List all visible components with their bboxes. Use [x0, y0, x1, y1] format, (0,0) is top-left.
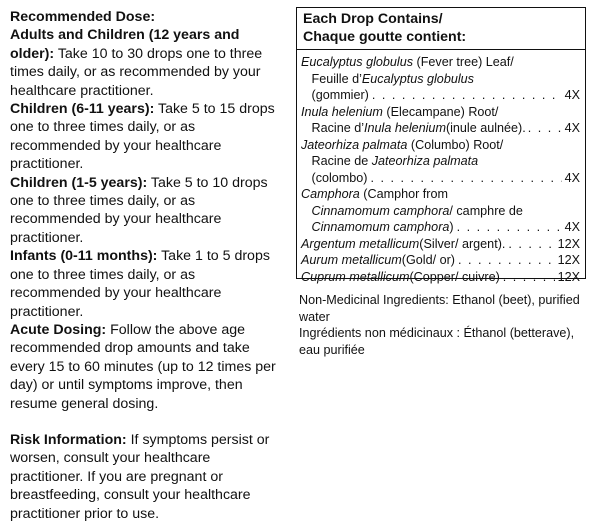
latin-name: Argentum metallicum	[301, 236, 420, 251]
non-medicinal-fr: Ingrédients non médicinaux : Éthanol (betterave), eau purifiée	[299, 326, 575, 357]
ingredients-title-en: Each Drop Contains/	[303, 11, 443, 27]
risk-information	[10, 431, 282, 523]
common-name: (Camphor from	[359, 187, 448, 201]
ingredients-list	[301, 54, 580, 285]
leader-dots	[458, 252, 555, 269]
common-name: (Elecampane) Root/	[382, 104, 499, 119]
dose-children-6-11-label: Children (6-11 years):	[10, 101, 155, 118]
ingredient-jateorhiza	[301, 137, 580, 187]
ingredients-box-title	[303, 10, 466, 46]
closing-paren: )	[449, 220, 454, 234]
leader-dots	[528, 120, 565, 137]
french-name: (gommier)	[311, 88, 369, 102]
leader-dots	[503, 269, 555, 286]
leader-dots	[457, 219, 562, 236]
french-name: (colombo)	[311, 170, 368, 185]
potency: 12X	[557, 236, 580, 251]
potency: 4X	[564, 220, 580, 234]
latin-name: Eucalyptus globulus	[301, 55, 414, 69]
leader-dots	[508, 236, 554, 253]
non-medicinal-ingredients	[299, 292, 589, 358]
potency: 4X	[564, 88, 580, 102]
common-name: (Gold/ or)	[401, 253, 455, 267]
common-name: (Columbo) Root/	[407, 137, 504, 152]
dose-adults-label: Adults and Children (12 years and older):	[10, 27, 240, 62]
dosage-section	[10, 8, 282, 523]
dose-infants-text: Take 1 to 5 drops one to three times daily, or as recommended by your healthcare practitioner.	[10, 248, 270, 320]
ingredient-inula	[301, 104, 580, 137]
ingredient-argentum	[301, 236, 580, 253]
dose-infants	[10, 247, 282, 321]
ingredient-camphora	[301, 186, 580, 236]
potency: 12X	[557, 269, 580, 284]
latin-name: Camphora	[301, 187, 360, 201]
latin-name: Cinnamomum camphora	[311, 220, 450, 234]
dose-adults-text: Take 10 to 30 drops one to three times daily, or as recommended by your healthcare practitioner.	[10, 45, 263, 99]
common-name: (Fever tree) Leaf/	[413, 55, 514, 69]
latin-name: Jateorhiza palmata	[371, 154, 479, 168]
dose-children-1-5	[10, 174, 282, 248]
french-prefix: Racine de	[311, 154, 372, 168]
dose-children-1-5-text: Take 5 to 10 drops one to three times daily, or as recommended by your healthcare practitioner.	[10, 174, 268, 246]
french-name: (inule aulnée).	[445, 121, 526, 135]
dose-acute-text: Follow the above age recommended drop amounts and take every 15 to 60 minutes (up to 12 times per day) or until symptoms improve, then resume general dosing.	[10, 321, 276, 412]
ingredient-eucalyptus	[301, 54, 580, 104]
risk-information-text: If symptoms persist or worsen, consult your healthcare practitioner. If you are pregnant or breastfeeding, consult your healthcare practitioner prior to use.	[10, 431, 270, 522]
non-medicinal-en: Non-Medicinal Ingredients: Ethanol (beet), purified water	[299, 293, 580, 324]
latin-name: Cinnamomum camphora	[311, 203, 450, 218]
box-divider	[297, 49, 585, 50]
dose-children-6-11	[10, 100, 282, 174]
dose-children-1-5-label: Children (1-5 years):	[10, 174, 148, 191]
french-prefix: Feuille d’	[311, 71, 362, 86]
common-name: (Copper/ cuivre)	[409, 269, 500, 284]
common-name: (Silver/ argent).	[419, 236, 506, 251]
ingredients-title-fr: Chaque goutte contient:	[303, 29, 467, 45]
dose-adults	[10, 26, 282, 100]
ingredients-box	[296, 7, 586, 284]
risk-information-label: Risk Information:	[10, 431, 127, 448]
ingredient-cuprum	[301, 269, 580, 286]
latin-name: Inula helenium	[364, 121, 446, 135]
french-prefix: Racine d’	[311, 121, 365, 135]
recommended-dose-heading: Recommended Dose:	[10, 9, 156, 25]
dose-children-6-11-text: Take 5 to 15 drops one to three times daily, or as recommended by your healthcare practitioner.	[10, 101, 275, 173]
dose-acute	[10, 321, 282, 413]
ingredient-aurum	[301, 252, 580, 269]
potency: 12X	[557, 253, 580, 267]
latin-name: Inula helenium	[301, 104, 383, 119]
dose-infants-label: Infants (0-11 months):	[10, 248, 158, 265]
leader-dots	[372, 87, 562, 104]
french-name: / camphre de	[449, 203, 523, 218]
potency: 4X	[564, 121, 580, 135]
latin-name: Aurum metallicum	[301, 253, 402, 267]
latin-name: Eucalyptus globulus	[361, 71, 474, 86]
dose-acute-label: Acute Dosing:	[10, 321, 107, 338]
potency: 4X	[564, 170, 580, 185]
latin-name: Jateorhiza palmata	[301, 137, 408, 152]
latin-name: Cuprum metallicum	[301, 269, 410, 284]
leader-dots	[371, 170, 562, 187]
